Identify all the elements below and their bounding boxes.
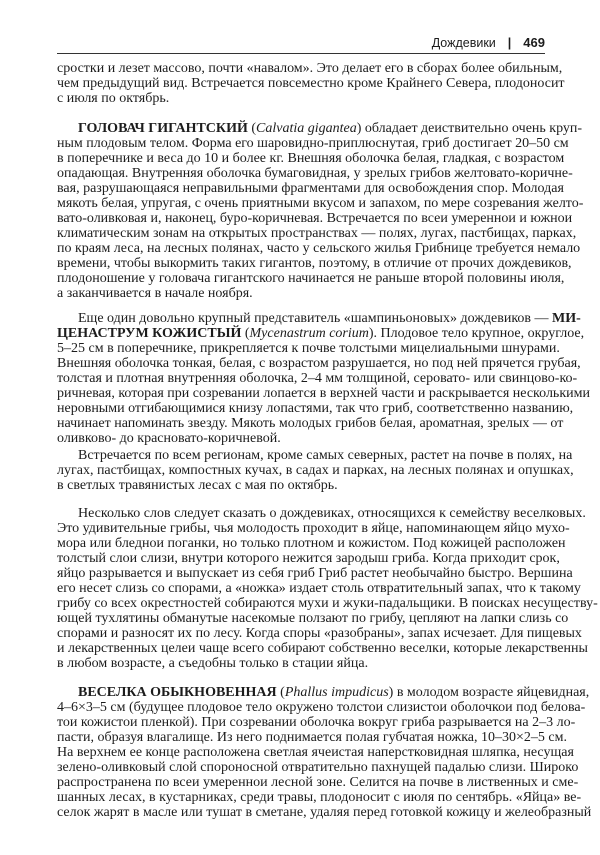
text-line: тои кожистои пленкой). При созревании оболочка вокруг гриба разрывается на 2–3 ло- (57, 715, 576, 730)
text-line: климатическим зонам на открытых пространствах — полях, лугах, пастбищах, парках, (57, 226, 577, 241)
text-line: ричневая, которая при созревании лопается в верхней части и раскрывается несколькими (57, 386, 590, 401)
text-line: пасти, образуя влагалище. Из него поднимается полая губчатая ножка, 10–30×2–5 см. (57, 730, 567, 745)
species-name: ГОЛОВАЧ ГИГАНТСКИЙ (78, 121, 248, 136)
text-line: Это удивительные грибы, чья молодость проходит в яйце, напоминающем яйцо мухо- (57, 521, 570, 536)
text-line: спорами и разносят их по лесу. Когда споры «разобраны», запах исчезает. Для пищевых (57, 626, 582, 641)
text-line: зелено-оливковый слой спороносной отвратительно пахнущей падалью слизи. Широко (57, 760, 579, 775)
text-run: ( (241, 326, 250, 341)
header-rule (57, 53, 545, 54)
text-run: ). Плодовое тело крупное, округлое, (368, 326, 585, 341)
page-number: 469 (523, 35, 545, 50)
paragraph (57, 61, 565, 106)
running-head (57, 35, 545, 52)
text-run: ( (247, 121, 257, 136)
text-line: с июля по октябрь. (57, 91, 170, 106)
text-line: грибу со всех окрестностей собираются мухи и жуки-падальщики. В поисках несуществу- (57, 596, 598, 611)
text-line: в поперечнике и веса до 10 и более кг. Внешняя оболочка белая, гладкая, с возрастом (57, 151, 565, 166)
text-run: ) обладает деиствительно очень круп- (356, 121, 583, 136)
text-line: в любом возрасте, а съедобны только в стации яйца. (57, 656, 369, 671)
section-title: Дождевики (431, 36, 496, 50)
text-line: а заканчивается в начале ноября. (57, 286, 253, 301)
paragraph (57, 685, 592, 820)
text-line: лугах, пастбищах, компостных кучах, в садах и парках, на лесных полянах и опушках, (57, 463, 574, 478)
text-line: толстая и плотная внутренняя оболочка, 2–4 мм толщиной, серовато- или свинцово-ко- (57, 371, 578, 386)
text-line: Встречается по всем регионам, кроме самых северных, растет на почве в полях, на (78, 448, 573, 463)
text-line: опадающая. Внутренняя оболочка бумаговидная, у зрелых грибов желтовато-коричне- (57, 166, 573, 181)
text-line: 4–6×3–5 см (будущее плодовое тело окружено толстои слизистои оболочкои под белова- (57, 700, 586, 715)
species-name: МИ- (552, 311, 581, 326)
latin-name: Calvatia gigantea (256, 121, 357, 136)
text-line: шанных лесах, в кустарниках, среди травы, плодоносит с июля по сентябрь. «Яйца» ве- (57, 790, 582, 805)
text-run: ( (276, 685, 285, 700)
header-separator: | (507, 36, 512, 50)
text-run: Еще один довольно крупный представитель «шампиньоновых» дождевиков — (78, 311, 553, 326)
species-name: ЦЕНАСТРУМ КОЖИСТЫЙ (57, 326, 242, 341)
text-run: ) в молодом возрасте яйцевидная, (388, 685, 590, 700)
text-line: Несколько слов следует сказать о дождевиках, относящихся к семейству веселковых. (78, 506, 586, 521)
text-line: толстый слои слизи, внутри которого нежится зародыш гриба. Когда приходит срок, (57, 551, 560, 566)
paragraph (57, 311, 590, 446)
text-line: и лекарственных целеи чаще всего собирают собственно веселки, которые лекарственны (57, 641, 588, 656)
paragraph (57, 121, 584, 301)
text-line: мора или бледнои поганки, но только плотном и кожистом. Под кожицей расположен (57, 536, 566, 551)
text-line: вая, разрушающаяся неправильными фрагментами для освобождения спор. Молодая (57, 181, 564, 196)
text-line: ным плодовым телом. Форма его шаровидно-приплюснутая, гриб достигает 20–50 см (57, 136, 569, 151)
text-line: чем предыдущий вид. Встречается повсеместно кроме Крайнего Севера, плодоносит (57, 76, 565, 91)
text-line: по краям леса, на лесных полянах, часто у сельского жилья Грибнице требуется немало (57, 241, 581, 256)
text-line: в светлых травянистых лесах с мая по октябрь. (57, 478, 338, 493)
paragraph (57, 506, 598, 671)
text-line: неровными отгибающимися книзу лопастями, так что гриб, соответственно названию, (57, 401, 574, 416)
text-line (57, 121, 583, 136)
text-line: На верхнем ее конце расположена светлая ячеистая наперстковидная шляпка, несущая (57, 745, 574, 760)
text-line: ющей тухлятины обманутые насекомые ползают по грибу, цепляют на лапки слизь со (57, 611, 569, 626)
text-line: сростки и лезет массово, почти «навалом». Это делает его в сборах более обильным, (57, 61, 563, 76)
text-line: оливково- до красновато-коричневой. (57, 431, 281, 446)
paragraph (57, 448, 574, 493)
text-line: вато-оливковая и, наконец, буро-коричневая. Встречается по всеи умереннои и южнои (57, 211, 573, 226)
text-line (57, 685, 590, 700)
text-line: плодоношение у головача гигантского начинается не раньше второй половины июля, (57, 271, 565, 286)
text-line (57, 326, 585, 341)
text-line: времени, чтобы выкормить таких гигантов, поэтому, в отличие от прочих дождевиков, (57, 256, 572, 271)
text-line (57, 311, 581, 326)
text-line: 5–25 см в поперечнике, прикрепляется к почве толстыми мицелиальными шнурами. (57, 341, 560, 356)
latin-name: Mycenastrum corium (249, 326, 369, 341)
text-line: мякоть белая, упругая, с очень приятными вкусом и запахом, по мере созревания желто- (57, 196, 584, 211)
text-line: Внешняя оболочка тонкая, белая, с возрастом разрушается, но под ней прячется грубая, (57, 356, 581, 371)
text-line: селок жарят в масле или тушат в сметане, удаляя перед готовкой кожицу и желеобразный (57, 805, 592, 820)
species-name: ВЕСЕЛКА ОБЫКНОВЕННАЯ (78, 685, 277, 700)
text-line: яйцо разрывается и выпускает из себя гриб Гриб растет необычайно быстро. Вершина (57, 566, 573, 581)
text-line: его несет слизь со спорами, а «ножка» издает столь отвратительный запах, что к такому (57, 581, 581, 596)
text-line: распространена по всеи умереннои лесной зоне. Селится на почве в лиственных и сме- (57, 775, 579, 790)
text-line: начинает напоминать звезду. Мякоть молодых грибов белая, ароматная, зрелых — от (57, 416, 564, 431)
latin-name: Phallus impudicus (284, 685, 389, 700)
